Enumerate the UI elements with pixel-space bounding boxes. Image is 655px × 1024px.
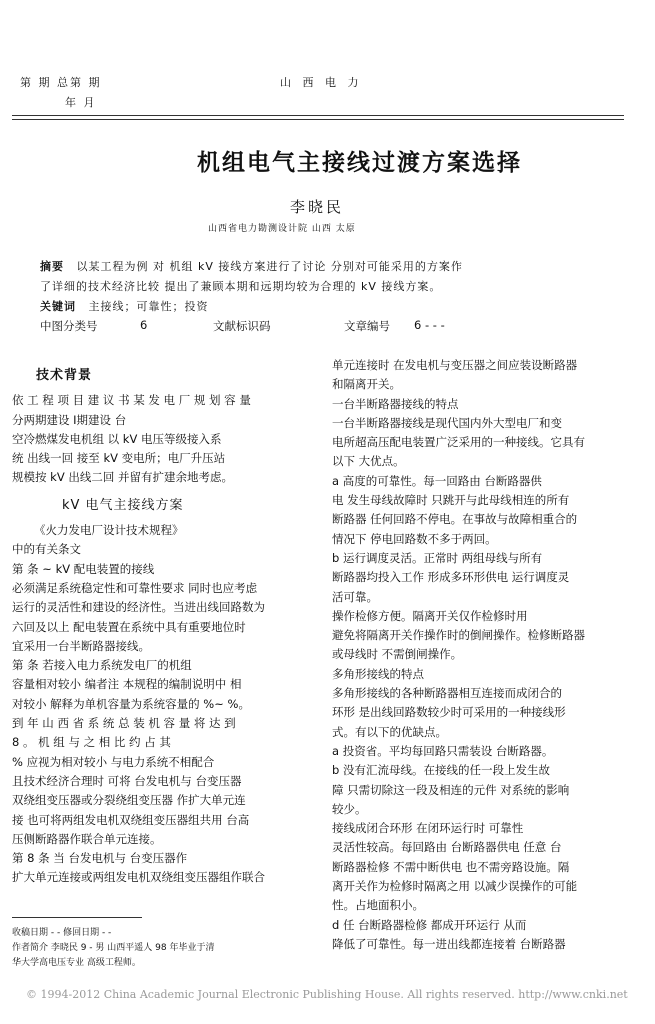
copyright-notice: © 1994-2012 China Academic Journal Electronic Publishing House. All rights reserved. http://www.cnki.net xyxy=(26,988,628,1001)
paragraph-line: % 应视为相对较小 与电力系统不相配合 xyxy=(12,754,215,769)
right-column xyxy=(332,356,624,954)
paragraph-line: 接线成闭合环形 在闭环运行时 可靠性 xyxy=(332,821,524,836)
paragraph-line: 情况下 停电回路数不多于两回。 xyxy=(332,531,497,546)
paragraph-line: 分两期建设 Ⅰ期建设 台 xyxy=(12,412,127,427)
clc-label: 中图分类号 xyxy=(40,319,98,333)
paragraph-line: 必须满足系统稳定性和可靠性要求 同时也应考虑 xyxy=(12,580,258,595)
paragraph-line: 扩大单元连接或两组发电机双绕组变压器组作联合 xyxy=(12,870,265,885)
paragraph-line: 宜采用一台半断路器接线。 xyxy=(12,638,150,653)
paragraph-line: 容量相对较小 编者注 本规程的编制说明中 相 xyxy=(12,677,242,692)
journal-name: 山 西 电 力 xyxy=(280,76,363,89)
paragraph-line: 运行的灵活性和建设的经济性。当进出线回路数为 xyxy=(12,600,265,615)
author-name: 李晓民 xyxy=(290,198,345,216)
paragraph-line: 活可靠。 xyxy=(332,589,378,604)
header-rule xyxy=(12,115,624,116)
paragraph-line: 第 条 若接入电力系统发电厂的机组 xyxy=(12,658,192,673)
paragraph-line: 且技术经济合理时 可将 台发电机与 台变压器 xyxy=(12,773,242,788)
paragraph-line: 统 出线一回 接至 kV 变电所；电厂升压站 xyxy=(12,451,226,466)
paragraph-line: b 运行调度灵活。正常时 两组母线与所有 xyxy=(332,550,543,565)
author-affiliation: 山西省电力勘测设计院 山西 太原 xyxy=(208,224,356,234)
left-column xyxy=(12,366,308,888)
paragraph-line: 规模按 kV 出线二回 并留有扩建余地考虑。 xyxy=(12,470,233,485)
footnote-author-bio: 作者简介 李晓民 9 - 男 山西平遥人 98 年毕业于清 xyxy=(12,943,215,953)
paragraph-line: 避免将隔离开关作操作时的倒闸操作。检修断路器 xyxy=(332,628,585,643)
paragraph-line: 或母线时 不需倒闸操作。 xyxy=(332,647,463,662)
paragraph-line: 双绕组变压器或分裂绕组变压器 作扩大单元连 xyxy=(12,793,246,808)
section-heading-background: 技术背景 xyxy=(36,368,93,383)
footnote-received: 收稿日期 - - 修回日期 - - xyxy=(12,928,112,938)
paragraph-line: d 任 台断路器检修 都成开环运行 从而 xyxy=(332,917,527,932)
paragraph-line: 环形 是出线回路数较少时可采用的一种接线形 xyxy=(332,705,566,720)
paragraph-line: 一台半断路器接线是现代国内外大型电厂和变 xyxy=(332,415,562,430)
paragraph-line: 单元连接时 在发电机与变压器之间应装设断路器 xyxy=(332,358,578,372)
paragraph-line: 断路器 任何回路不停电。在事故与故障相重合的 xyxy=(332,512,578,527)
paragraph-line: 断路器检修 不需中断供电 也不需旁路设施。隔 xyxy=(332,859,570,874)
paragraph-line: 性。占地面积小。 xyxy=(332,898,424,913)
article-number-label: 文章编号 xyxy=(344,319,390,333)
clc-value: 6 xyxy=(140,318,148,332)
paragraph-line: 中的有关条文 xyxy=(12,542,81,557)
paragraph-line: 多角形接线的各种断路器相互连接而成闭合的 xyxy=(332,686,562,701)
paragraph-line: 电所超高压配电装置广泛采用的一种接线。它具有 xyxy=(332,435,585,450)
keywords-line xyxy=(40,298,209,314)
abstract-text-2: 了详细的技术经济比较 提出了兼顾本期和远期均较为合理的 kV 接线方案。 xyxy=(40,280,442,293)
section-heading-scheme: kV 电气主接线方案 xyxy=(62,497,184,513)
paragraph-line: 障 只需切除这一段及相连的元件 对系统的影响 xyxy=(332,782,570,797)
abstract-text-1: 以某工程为例 对 机组 kV 接线方案进行了讨论 分别对可能采用的方案作 xyxy=(76,260,463,273)
paragraph-line: 《火力发电厂设计技术规程》 xyxy=(34,523,184,538)
subheading-polygon: 多角形接线的特点 xyxy=(332,666,424,681)
paragraph-line: 以下 大优点。 xyxy=(332,454,405,469)
paragraph-line: 较少。 xyxy=(332,801,367,816)
paragraph-line: 离开关作为检修时隔离之用 以减少误操作的可能 xyxy=(332,879,578,894)
article-title: 机组电气主接线过渡方案选择 xyxy=(197,149,522,176)
paragraph-line: 8 。 机 组 与 之 相 比 约 占 其 xyxy=(12,735,171,750)
paragraph-line: 依 工 程 项 目 建 议 书 某 发 电 厂 规 划 容 量 xyxy=(12,393,251,408)
paragraph-line: b 没有汇流母线。在接线的任一段上发生故 xyxy=(332,763,550,778)
abstract-line-1 xyxy=(40,258,463,274)
footnote-author-bio-2: 华大学高电压专业 高级工程师。 xyxy=(12,958,141,968)
paragraph-line: 断路器均投入工作 形成多环形供电 运行调度灵 xyxy=(332,570,570,585)
subheading-breaker-and-half: 一台半断路器接线的特点 xyxy=(332,396,459,411)
footnote-rule xyxy=(12,917,142,918)
paragraph-line: 操作检修方便。隔离开关仅作检修时用 xyxy=(332,608,528,623)
paragraph-line: a 高度的可靠性。每一回路由 台断路器供 xyxy=(332,473,542,488)
paragraph-line: 六回及以上 配电装置在系统中具有重要地位时 xyxy=(12,619,246,634)
article-number-value: 6 - - - xyxy=(414,318,445,332)
abstract-label: 摘要 xyxy=(40,260,64,273)
paragraph-line: 到 年 山 西 省 系 统 总 装 机 容 量 将 达 到 xyxy=(12,716,236,731)
issue-info: 第 期 总第 期 xyxy=(20,76,102,89)
doc-code-label: 文献标识码 xyxy=(213,319,271,333)
paragraph-line: 接 也可将两组发电机双绕组变压器组共用 台高 xyxy=(12,812,250,827)
paragraph-line: 式。有以下的优缺点。 xyxy=(332,724,447,739)
paragraph-line: 第 条 ~ kV 配电装置的接线 xyxy=(12,561,155,576)
header-rule-2 xyxy=(12,119,624,120)
paragraph-line: 灵活性较高。每回路由 台断路器供电 任意 台 xyxy=(332,840,562,855)
paragraph-line: 降低了可靠性。每一进出线都连接着 台断路器 xyxy=(332,936,566,951)
paragraph-line: 第 8 条 当 台发电机与 台变压器作 xyxy=(12,851,188,866)
paragraph-line: a 投资省。平均每回路只需装设 台断路器。 xyxy=(332,743,554,758)
paragraph-line: 电 发生母线故障时 只跳开与此母线相连的所有 xyxy=(332,493,570,508)
paragraph-line: 空冷燃煤发电机组 以 kV 电压等级接入系 xyxy=(12,431,222,446)
paragraph-line: 压侧断路器作联合单元连接。 xyxy=(12,831,162,846)
keywords-label: 关键词 xyxy=(40,300,76,313)
paragraph-line: 和隔离开关。 xyxy=(332,377,401,392)
paragraph-line: 对较小 解释为单机容量为系统容量的 %~ %。 xyxy=(12,696,250,711)
keywords-text: 主接线；可靠性；投资 xyxy=(88,300,209,313)
issue-date: 年 月 xyxy=(65,96,97,109)
